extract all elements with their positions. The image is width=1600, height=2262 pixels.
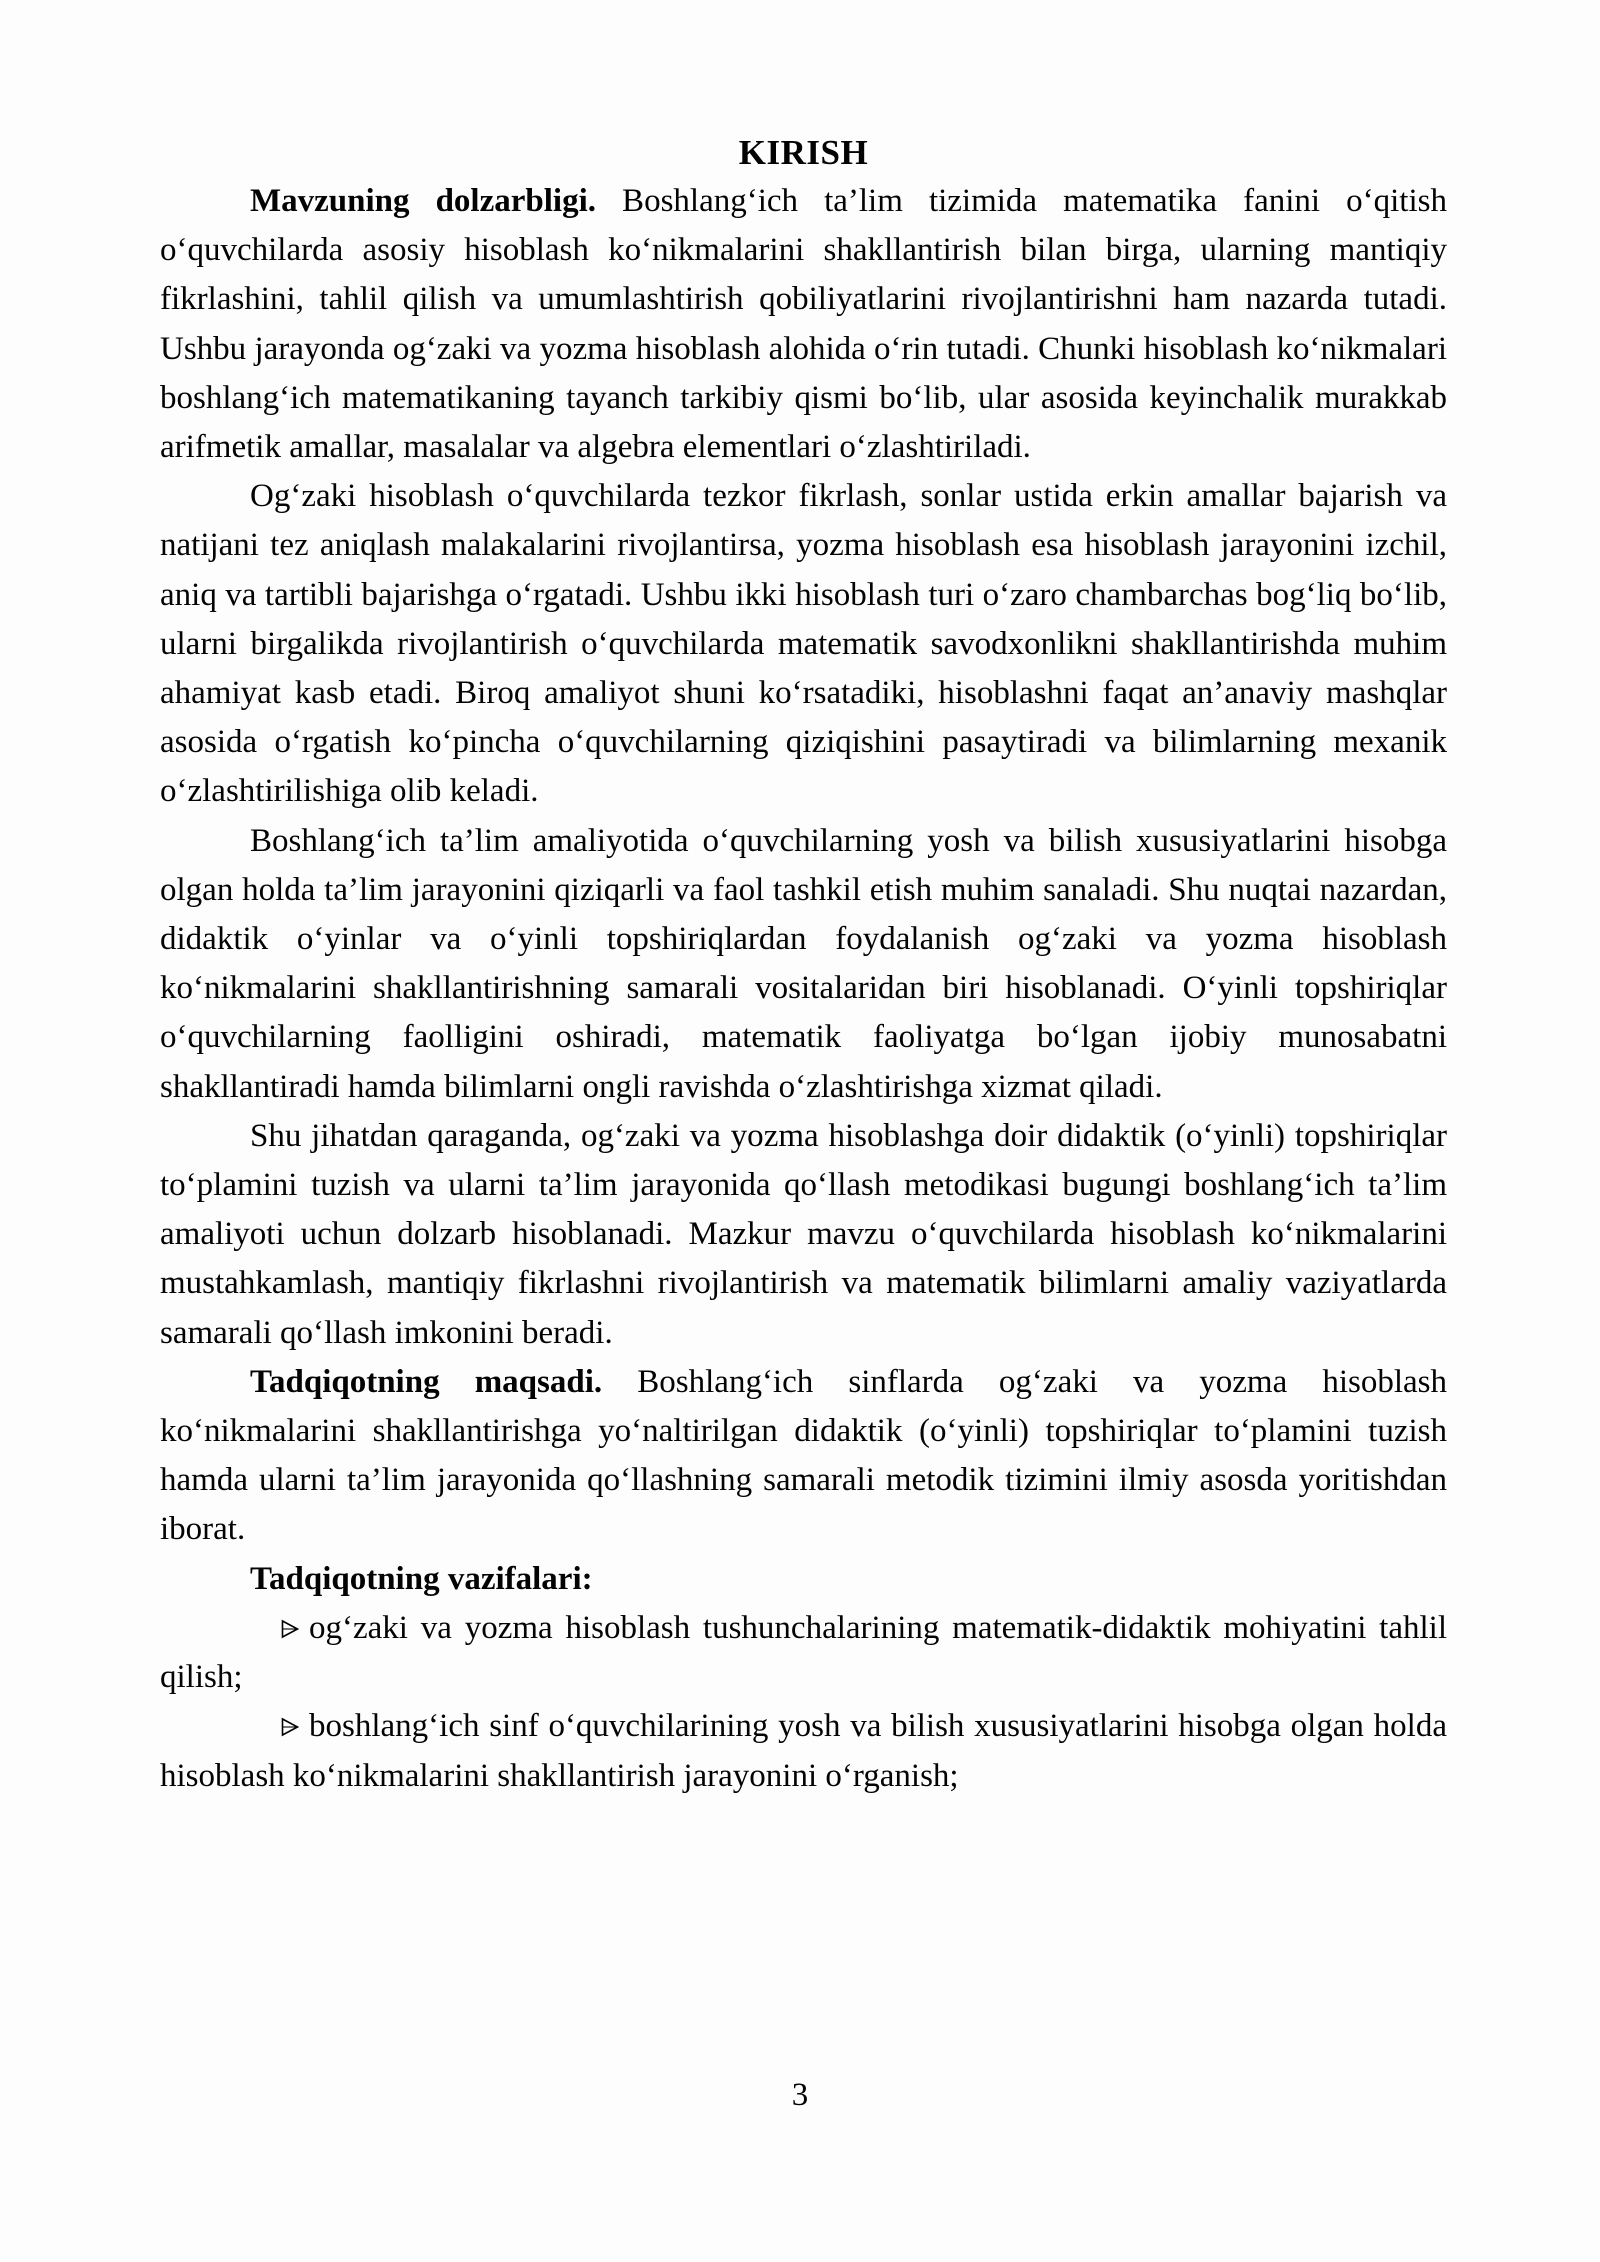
bullet-text: og‘zaki va yozma hisoblash tushunchalarining matematik-didaktik mohiyatini tahlil qilish; — [160, 1609, 1447, 1696]
paragraph-topicality — [160, 177, 1447, 472]
paragraph-relevance — [160, 1112, 1447, 1358]
bullet-item — [160, 1702, 1447, 1800]
paragraph-oral-written — [160, 472, 1447, 816]
bullet-text: boshlang‘ich sinf o‘quvchilarining yosh va bilish xususiyatlarini hisobga olgan holda hisoblash ko‘nikmalarini shakllantirish jarayonini o‘rganish; — [160, 1708, 1447, 1794]
paragraph-text: Og‘zaki hisoblash o‘quvchilarda tezkor fikrlash, sonlar ustida erkin amallar bajarish va natijani tez aniqlash malakalarini rivojlantirsa, yozma hisoblash esa hisoblash jarayonini izchil, aniq va tartibli bajarishga o‘rgatadi. Ushbu ikki hisoblash turi o‘zaro chambarchas bog‘liq bo‘lib, ularni birgalikda rivojlantirish o‘quvchilarda matematik savodxonlikni shakllantirishda muhim ahamiyat kasb etadi. Biroq amaliyot shuni ko‘rsatadiki, hisoblashni faqat an’anaviy mashqlar asosida o‘rgatish ko‘pincha o‘quvchilarning qiziqishini pasaytiradi va bilimlarning mexanik o‘zlashtirilishiga olib keladi. — [160, 478, 1447, 810]
page-title: KIRISH — [738, 133, 869, 172]
paragraph-research-tasks-heading — [160, 1555, 1447, 1604]
bullet-item — [160, 1604, 1447, 1702]
page-number: 3 — [791, 2077, 809, 2113]
paragraph-practice — [160, 817, 1447, 1112]
paragraph-text: Shu jihatdan qaraganda, og‘zaki va yozma hisoblashga doir didaktik (o‘yinli) topshiriqlar to‘plamini tuzish va ularni ta’lim jarayonida qo‘llash metodikasi bugungi boshlang‘ich ta’lim amaliyoti uchun dolzarb hisoblanadi. Mazkur mavzu o‘quvchilarda hisoblash ko‘nikmalarini mustahkamlash, mantiqiy fikrlashni rivojlantirish va matematik bilimlarni amaliy vaziyatlarda samarali qo‘llash imkonini beradi. — [160, 1117, 1447, 1351]
arrowhead-bullet-icon — [220, 1702, 300, 1751]
paragraph-text: Boshlang‘ich sinflarda og‘zaki va yozma hisoblash ko‘nikmalarini shakllantirishga yo‘naltirilgan didaktik (o‘yinli) topshiriqlar to‘plamini tuzish hamda ularni ta’lim jarayonida qo‘llashning samarali metodik tizimini ilmiy asosda yoritishdan iborat. — [160, 1363, 1448, 1548]
paragraph-text: Boshlang‘ich ta’lim amaliyotida o‘quvchilarning yosh va bilish xususiyatlarini hisobga olgan holda ta’lim jarayonini qiziqarli va faol tashkil etish muhim sanaladi. Shu nuqtai nazardan, didaktik o‘yinlar va o‘yinli topshiriqlardan foydalanish og‘zaki va yozma hisoblash ko‘nikmalarini shakllantirishning samarali vositalaridan biri hisoblanadi. O‘yinli topshiriqlar o‘quvchilarning faolligini oshiradi, matematik faoliyatga bo‘lgan ijobiy munosabatni shakllantiradi hamda bilimlarni ongli ravishda o‘zlashtirishga xizmat qiladi. — [160, 822, 1447, 1105]
page-content — [160, 128, 1447, 1801]
paragraph-text: Boshlang‘ich ta’lim tizimida matematika fanini o‘qitish o‘quvchilarda asosiy hisoblash ko‘nikmalarini shakllantirish bilan birga, ularning mantiqiy fikrlashini, tahlil qilish va umumlashtirish qobiliyatlarini rivojlantirishni ham nazarda tutadi. Ushbu jarayonda og‘zaki va yozma hisoblash alohida o‘rin tutadi. Chunki hisoblash ko‘nikmalari boshlang‘ich matematikaning tayanch tarkibiy qismi bo‘lib, ular asosida keyinchalik murakkab arifmetik amallar, masalalar va algebra elementlari o‘zlashtiriladi. — [160, 183, 1447, 466]
paragraph-lead-bold: Tadqiqotning maqsadi. — [250, 1363, 603, 1400]
paragraph-lead-bold: Tadqiqotning vazifalari: — [250, 1560, 593, 1597]
paragraph-lead-bold: Mavzuning dolzarbligi. — [250, 183, 596, 219]
arrowhead-bullet-icon — [220, 1604, 300, 1653]
paragraph-research-aim — [160, 1358, 1447, 1555]
